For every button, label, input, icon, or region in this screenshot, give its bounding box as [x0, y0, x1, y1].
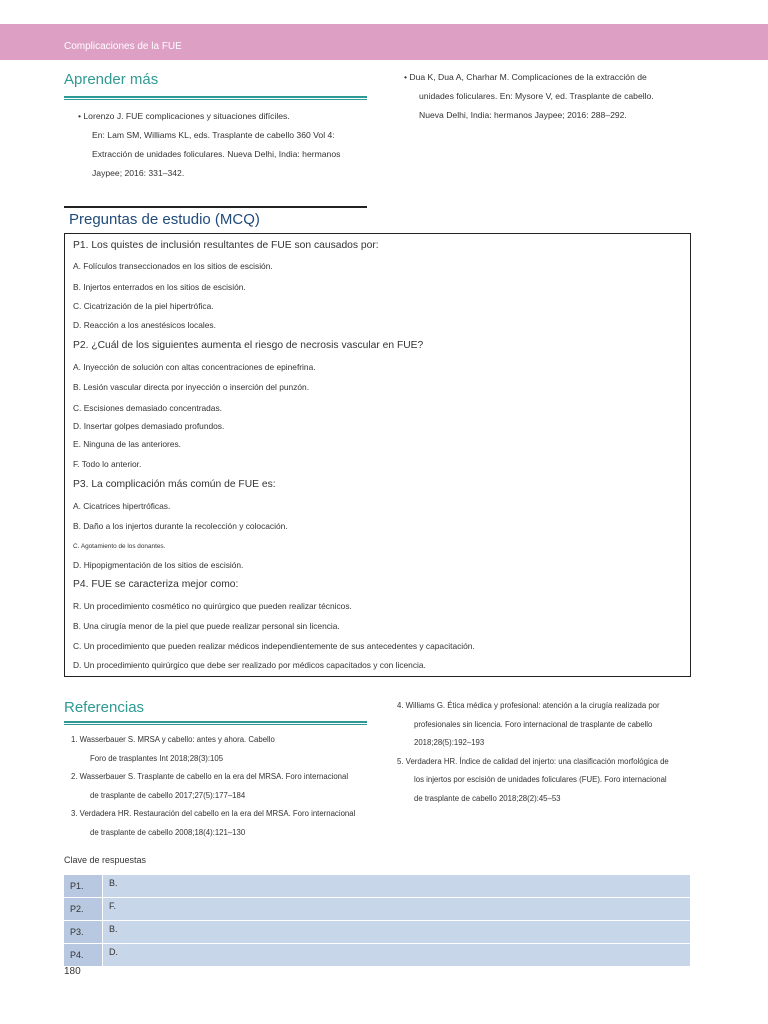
mcq-question-3: P3. La complicación más común de FUE es:: [73, 479, 276, 490]
answer-key-answer: D.: [103, 944, 691, 967]
mcq-question-4: P4. FUE se caracteriza mejor como:: [73, 579, 239, 590]
answer-key-answer: F.: [103, 898, 691, 921]
mcq-option: C. Cicatrización de la piel hipertrófica.: [73, 301, 214, 311]
references-left: [71, 731, 355, 842]
learn-more-left-line: En: Lam SM, Williams KL, eds. Trasplante de cabello 360 Vol 4:: [92, 130, 335, 140]
mcq-option: A. Cicatrices hipertróficas.: [73, 501, 171, 511]
mcq-option: B. Una cirugía menor de la piel que puede realizar personal sin licencia.: [73, 621, 340, 631]
page-number: 180: [64, 966, 81, 977]
references-title: Referencias: [64, 699, 145, 716]
mcq-option: B. Daño a los injertos durante la recolección y colocación.: [73, 521, 288, 531]
reference-item-cont: de trasplante de cabello 2017;27(5):177–184: [90, 790, 246, 800]
header-title: Complicaciones de la FUE: [64, 41, 182, 52]
references-right: [397, 697, 669, 808]
learn-more-left-line: • Lorenzo J. FUE complicaciones y situaciones difíciles.: [78, 111, 290, 121]
answer-key-row: [64, 875, 690, 898]
answer-key-answer: B.: [103, 875, 691, 898]
learn-more-title: Aprender más: [64, 71, 159, 88]
learn-more-left-line: Extracción de unidades foliculares. Nueva Delhi, India: hermanos: [92, 149, 341, 159]
answer-key-row: [64, 921, 690, 944]
reference-item-cont: los injertos por escisión de unidades foliculares (FUE). Foro internacional: [414, 775, 667, 784]
mcq-question-1: P1. Los quistes de inclusión resultantes de FUE son causados por:: [73, 240, 379, 251]
mcq-option: E. Ninguna de las anteriores.: [73, 439, 182, 449]
reference-item: 1. Wasserbauer S. MRSA y cabello: antes y ahora. Cabello: [71, 735, 275, 744]
learn-more-left-line: Jaypee; 2016: 331–342.: [92, 168, 185, 178]
mcq-option: D. Insertar golpes demasiado profundos.: [73, 421, 225, 431]
answer-key-title: Clave de respuestas: [64, 855, 147, 865]
answer-key-question: P1.: [64, 875, 103, 898]
reference-item: 3. Verdadera HR. Restauración del cabello en la era del MRSA. Foro internacional: [71, 809, 356, 818]
mcq-option: D. Un procedimiento quirúrgico que debe ser realizado por médicos capacitados y con licencia.: [73, 660, 426, 670]
mcq-question-2: P2. ¿Cuál de los siguientes aumenta el riesgo de necrosis vascular en FUE?: [73, 340, 424, 351]
answer-key-table: [64, 875, 690, 967]
answer-key-question: P4.: [64, 944, 103, 967]
mcq-option: A. Folículos transeccionados en los sitios de escisión.: [73, 261, 273, 271]
answer-key-row: [64, 944, 690, 967]
reference-item-cont: 2018;28(5):192–193: [414, 738, 485, 747]
reference-item-cont: de trasplante de cabello 2008;18(4):121–130: [90, 827, 246, 837]
mcq-option: C. Un procedimiento que pueden realizar médicos independientemente de sus antecedentes y capacitación.: [73, 641, 475, 651]
mcq-option: A. Inyección de solución con altas concentraciones de epinefrina.: [73, 362, 316, 372]
learn-more-right-line: Nueva Delhi, India: hermanos Jaypee; 2016: 288–292.: [419, 110, 627, 120]
reference-item-cont: profesionales sin licencia. Foro internacional de trasplante de cabello: [414, 719, 653, 729]
learn-more-rule: [64, 96, 367, 100]
mcq-title: Preguntas de estudio (MCQ): [69, 211, 260, 228]
reference-item: 5. Verdadera HR. Índice de calidad del injerto: una clasificación morfológica de: [397, 756, 669, 766]
mcq-option: D. Reacción a los anestésicos locales.: [73, 320, 216, 330]
learn-more-right: [404, 68, 654, 125]
mcq-option: C. Escisiones demasiado concentradas.: [73, 403, 222, 413]
reference-item: 4. Williams G. Ética médica y profesional: atención a la cirugía realizada por: [397, 701, 660, 710]
mcq-option: F. Todo lo anterior.: [73, 459, 142, 469]
mcq-rule: [64, 206, 367, 208]
mcq-option: B. Lesión vascular directa por inyección o inserción del punzón.: [73, 382, 310, 392]
answer-key-question: P3.: [64, 921, 103, 944]
reference-item: 2. Wasserbauer S. Trasplante de cabello en la era del MRSA. Foro internacional: [71, 772, 349, 781]
answer-key-question: P2.: [64, 898, 103, 921]
header-bar: [0, 24, 768, 60]
learn-more-right-line: • Dua K, Dua A, Charhar M. Complicaciones de la extracción de: [404, 72, 647, 82]
answer-key-row: [64, 898, 690, 921]
references-rule: [64, 721, 367, 725]
mcq-option: R. Un procedimiento cosmético no quirúrgico que pueden realizar técnicos.: [73, 601, 352, 611]
mcq-option: D. Hipopigmentación de los sitios de escisión.: [73, 560, 244, 570]
reference-item-cont: de trasplante de cabello 2018;28(2):45–53: [414, 793, 561, 803]
learn-more-left: [78, 107, 340, 183]
mcq-option: B. Injertos enterrados en los sitios de escisión.: [73, 282, 246, 292]
answer-key-answer: B.: [103, 921, 691, 944]
reference-item-cont: Foro de trasplantes Int 2018;28(3):105: [90, 753, 224, 763]
mcq-option: C. Agotamiento de los donantes.: [73, 543, 166, 550]
learn-more-right-line: unidades foliculares. En: Mysore V, ed. Trasplante de cabello.: [419, 91, 654, 101]
